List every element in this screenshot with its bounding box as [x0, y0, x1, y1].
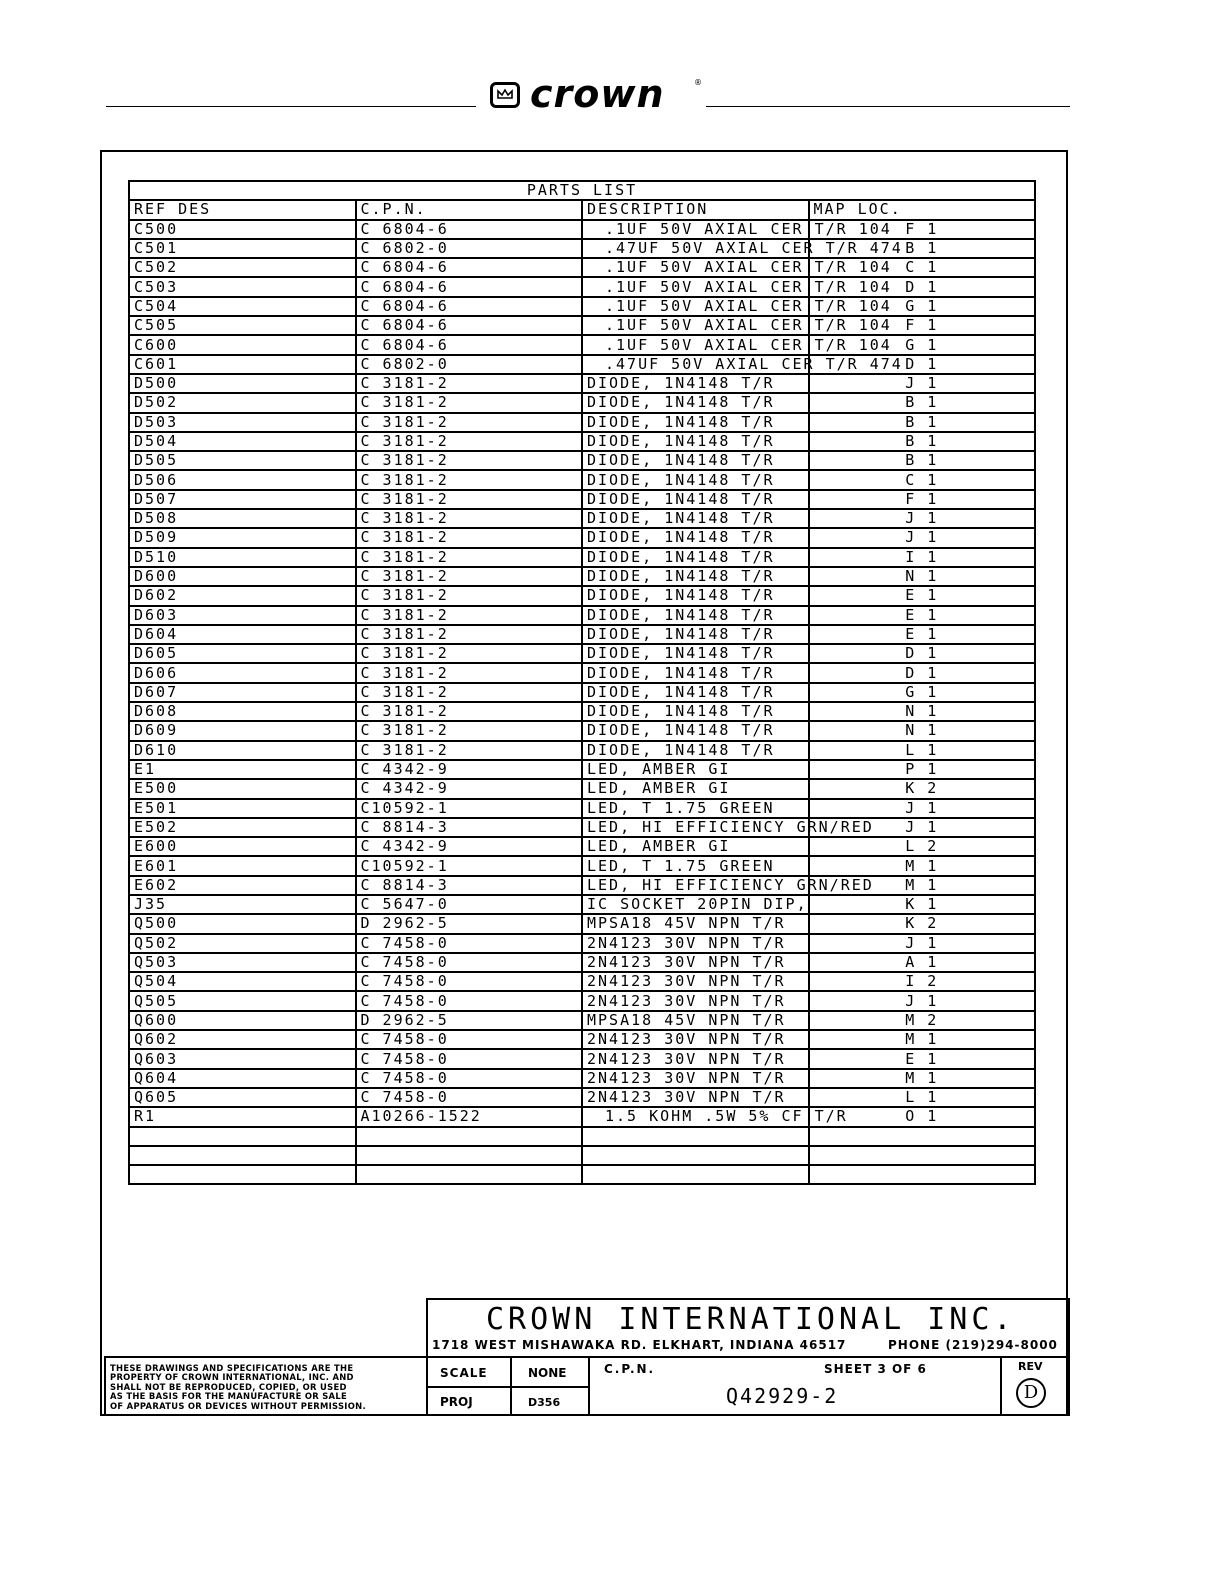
- crown-logo: [490, 72, 702, 116]
- map-loc-cell: G 1: [809, 683, 1036, 702]
- table-row: [129, 760, 1035, 779]
- map-loc-cell: I 1: [809, 548, 1036, 567]
- cpn-cell: C 3181-2: [356, 683, 583, 702]
- cpn-cell: C 6802-0: [356, 239, 583, 258]
- description-cell: 2N4123 30V NPN T/R: [582, 953, 809, 972]
- map-loc-cell: E 1: [809, 625, 1036, 644]
- table-row: [129, 644, 1035, 663]
- rev-cell: [1000, 1356, 1070, 1416]
- proj-value-cell: [510, 1386, 590, 1416]
- notice-line: THESE DRAWINGS AND SPECIFICATIONS ARE THE: [110, 1363, 354, 1373]
- ref-des-cell: Q605: [129, 1088, 356, 1107]
- proj-value: D356: [528, 1396, 561, 1409]
- cpn-cell: C10592-1: [356, 856, 583, 875]
- map-loc-cell: B 1: [809, 239, 1036, 258]
- ref-des-cell: D504: [129, 432, 356, 451]
- table-row: [129, 895, 1035, 914]
- header-rule-right: [706, 106, 1070, 107]
- description-cell: .47UF 50V AXIAL CER T/R 474: [582, 355, 809, 374]
- ref-des-cell: C601: [129, 355, 356, 374]
- cpn-cell: C 6804-6: [356, 316, 583, 335]
- table-row: [129, 1107, 1035, 1126]
- map-loc-cell: F 1: [809, 220, 1036, 239]
- map-loc-cell: C 1: [809, 258, 1036, 277]
- ref-des-cell: D609: [129, 721, 356, 740]
- parts-list-body: [129, 220, 1035, 1185]
- map-loc-cell: M 1: [809, 876, 1036, 895]
- cpn-cell: D 2962-5: [356, 1011, 583, 1030]
- table-row: [129, 1069, 1035, 1088]
- ref-des-cell: D508: [129, 509, 356, 528]
- ref-des-cell: D503: [129, 413, 356, 432]
- parts-list-title: PARTS LIST: [129, 181, 1035, 200]
- company-block: [426, 1298, 1070, 1358]
- table-row: [129, 239, 1035, 258]
- brand-name: crown: [530, 72, 665, 116]
- map-loc-cell: K 2: [809, 914, 1036, 933]
- description-cell: 2N4123 30V NPN T/R: [582, 1069, 809, 1088]
- cpn-cell: C 3181-2: [356, 721, 583, 740]
- table-row: [129, 528, 1035, 547]
- description-cell: LED, AMBER GI: [582, 837, 809, 856]
- col-header-description: DESCRIPTION: [582, 200, 809, 219]
- description-cell: DIODE, 1N4148 T/R: [582, 374, 809, 393]
- table-row: [129, 779, 1035, 798]
- map-loc-cell: C 1: [809, 470, 1036, 489]
- ref-des-cell: D500: [129, 374, 356, 393]
- description-cell: 2N4123 30V NPN T/R: [582, 991, 809, 1010]
- cpn-cell: C 3181-2: [356, 374, 583, 393]
- description-cell: LED, T 1.75 GREEN: [582, 799, 809, 818]
- ref-des-cell: E500: [129, 779, 356, 798]
- cpn-cell: C 3181-2: [356, 567, 583, 586]
- ref-des-cell: D507: [129, 490, 356, 509]
- empty-cell: [582, 1146, 809, 1165]
- cpn-cell: C 3181-2: [356, 606, 583, 625]
- cpn-cell: C 3181-2: [356, 625, 583, 644]
- description-cell: DIODE, 1N4148 T/R: [582, 586, 809, 605]
- table-row: [129, 683, 1035, 702]
- map-loc-cell: J 1: [809, 991, 1036, 1010]
- cpn-cell: C 7458-0: [356, 972, 583, 991]
- table-row: [129, 1088, 1035, 1107]
- rev-circle: [1016, 1378, 1046, 1408]
- ref-des-cell: D505: [129, 451, 356, 470]
- drawing-number: Q42929-2: [726, 1384, 839, 1408]
- ref-des-cell: C503: [129, 277, 356, 296]
- map-loc-cell: D 1: [809, 663, 1036, 682]
- map-loc-cell: M 1: [809, 1030, 1036, 1049]
- map-loc-cell: P 1: [809, 760, 1036, 779]
- ref-des-cell: E601: [129, 856, 356, 875]
- description-cell: 2N4123 30V NPN T/R: [582, 1030, 809, 1049]
- empty-cell: [809, 1127, 1036, 1146]
- table-row: [129, 432, 1035, 451]
- ref-des-cell: D607: [129, 683, 356, 702]
- ref-des-cell: R1: [129, 1107, 356, 1126]
- ref-des-cell: D509: [129, 528, 356, 547]
- description-cell: DIODE, 1N4148 T/R: [582, 625, 809, 644]
- description-cell: DIODE, 1N4148 T/R: [582, 509, 809, 528]
- cpn-cell: C 7458-0: [356, 1088, 583, 1107]
- map-loc-cell: D 1: [809, 644, 1036, 663]
- ref-des-cell: C505: [129, 316, 356, 335]
- registered-mark: ®: [694, 78, 702, 87]
- map-loc-cell: N 1: [809, 567, 1036, 586]
- ref-des-cell: Q504: [129, 972, 356, 991]
- cpn-cell: [588, 1356, 1002, 1416]
- table-row: [129, 818, 1035, 837]
- description-cell: DIODE, 1N4148 T/R: [582, 721, 809, 740]
- table-row: [129, 953, 1035, 972]
- description-cell: DIODE, 1N4148 T/R: [582, 470, 809, 489]
- scale-label-cell: [426, 1356, 512, 1388]
- cpn-cell: C 6804-6: [356, 297, 583, 316]
- table-row: [129, 586, 1035, 605]
- description-cell: .1UF 50V AXIAL CER T/R 104: [582, 277, 809, 296]
- description-cell: 1.5 KOHM .5W 5% CF T/R: [582, 1107, 809, 1126]
- notice-line: AS THE BASIS FOR THE MANUFACTURE OR SALE: [110, 1391, 347, 1402]
- description-cell: IC SOCKET 20PIN DIP,: [582, 895, 809, 914]
- map-loc-cell: D 1: [809, 355, 1036, 374]
- table-row: [129, 663, 1035, 682]
- empty-cell: [129, 1165, 356, 1184]
- map-loc-cell: G 1: [809, 335, 1036, 354]
- scale-label: SCALE: [440, 1366, 488, 1380]
- ref-des-cell: E602: [129, 876, 356, 895]
- description-cell: DIODE, 1N4148 T/R: [582, 490, 809, 509]
- cpn-cell: C 6804-6: [356, 335, 583, 354]
- ref-des-cell: D510: [129, 548, 356, 567]
- header-rule-left: [106, 106, 476, 107]
- proj-label: PROJ: [440, 1395, 473, 1409]
- cpn-cell: C 8814-3: [356, 876, 583, 895]
- description-cell: DIODE, 1N4148 T/R: [582, 528, 809, 547]
- table-row: [129, 856, 1035, 875]
- cpn-cell: C 3181-2: [356, 393, 583, 412]
- ref-des-cell: D603: [129, 606, 356, 625]
- table-row: [129, 837, 1035, 856]
- map-loc-cell: L 2: [809, 837, 1036, 856]
- table-row: [129, 1011, 1035, 1030]
- table-row: [129, 606, 1035, 625]
- description-cell: .1UF 50V AXIAL CER T/R 104: [582, 258, 809, 277]
- empty-cell: [356, 1165, 583, 1184]
- ref-des-cell: E600: [129, 837, 356, 856]
- cpn-cell: C 3181-2: [356, 490, 583, 509]
- description-cell: LED, HI EFFICIENCY GRN/RED: [582, 876, 809, 895]
- description-cell: 2N4123 30V NPN T/R: [582, 1088, 809, 1107]
- table-row: [129, 297, 1035, 316]
- table-row: [129, 991, 1035, 1010]
- ref-des-cell: C501: [129, 239, 356, 258]
- cpn-cell: C 6804-6: [356, 220, 583, 239]
- notice-line: SHALL NOT BE REPRODUCED, COPIED, OR USED: [110, 1381, 347, 1392]
- ref-des-cell: C500: [129, 220, 356, 239]
- ref-des-cell: D506: [129, 470, 356, 489]
- col-header-cpn: C.P.N.: [356, 200, 583, 219]
- cpn-cell: D 2962-5: [356, 914, 583, 933]
- empty-cell: [129, 1127, 356, 1146]
- map-loc-cell: N 1: [809, 721, 1036, 740]
- cpn-cell: C 3181-2: [356, 528, 583, 547]
- map-loc-cell: J 1: [809, 818, 1036, 837]
- description-cell: .1UF 50V AXIAL CER T/R 104: [582, 335, 809, 354]
- map-loc-cell: F 1: [809, 490, 1036, 509]
- cpn-cell: C 3181-2: [356, 586, 583, 605]
- notice-line: OF APPARATUS OR DEVICES WITHOUT PERMISSION.: [110, 1400, 366, 1411]
- table-row: [129, 355, 1035, 374]
- cpn-label: C.P.N.: [604, 1362, 656, 1376]
- ref-des-cell: C504: [129, 297, 356, 316]
- cpn-cell: C 6802-0: [356, 355, 583, 374]
- rev-label: REV: [1018, 1360, 1043, 1373]
- map-loc-cell: L 1: [809, 741, 1036, 760]
- map-loc-cell: O 1: [809, 1107, 1036, 1126]
- cpn-cell: C 3181-2: [356, 432, 583, 451]
- table-row: [129, 741, 1035, 760]
- description-cell: .47UF 50V AXIAL CER T/R 474: [582, 239, 809, 258]
- description-cell: MPSA18 45V NPN T/R: [582, 1011, 809, 1030]
- table-row: [129, 721, 1035, 740]
- parts-list-table: [128, 180, 1036, 1185]
- ref-des-cell: D606: [129, 663, 356, 682]
- table-row: [129, 876, 1035, 895]
- empty-cell: [582, 1165, 809, 1184]
- table-row: [129, 625, 1035, 644]
- table-row: [129, 1049, 1035, 1068]
- description-cell: LED, AMBER GI: [582, 760, 809, 779]
- map-loc-cell: L 1: [809, 1088, 1036, 1107]
- cpn-cell: C10592-1: [356, 799, 583, 818]
- cpn-cell: C 7458-0: [356, 934, 583, 953]
- map-loc-cell: M 2: [809, 1011, 1036, 1030]
- map-loc-cell: D 1: [809, 277, 1036, 296]
- description-cell: .1UF 50V AXIAL CER T/R 104: [582, 316, 809, 335]
- map-loc-cell: B 1: [809, 451, 1036, 470]
- map-loc-cell: E 1: [809, 606, 1036, 625]
- empty-row: [129, 1146, 1035, 1165]
- ref-des-cell: E1: [129, 760, 356, 779]
- description-cell: DIODE, 1N4148 T/R: [582, 702, 809, 721]
- table-row: [129, 934, 1035, 953]
- description-cell: 2N4123 30V NPN T/R: [582, 972, 809, 991]
- empty-cell: [356, 1146, 583, 1165]
- cpn-cell: C 7458-0: [356, 1049, 583, 1068]
- empty-row: [129, 1165, 1035, 1184]
- ref-des-cell: Q503: [129, 953, 356, 972]
- description-cell: DIODE, 1N4148 T/R: [582, 393, 809, 412]
- ref-des-cell: Q500: [129, 914, 356, 933]
- ref-des-cell: C600: [129, 335, 356, 354]
- table-row: [129, 799, 1035, 818]
- description-cell: LED, HI EFFICIENCY GRN/RED: [582, 818, 809, 837]
- ref-des-cell: D605: [129, 644, 356, 663]
- table-row: [129, 277, 1035, 296]
- map-loc-cell: N 1: [809, 702, 1036, 721]
- description-cell: LED, AMBER GI: [582, 779, 809, 798]
- cpn-cell: C 4342-9: [356, 779, 583, 798]
- table-row: [129, 393, 1035, 412]
- ref-des-cell: E501: [129, 799, 356, 818]
- scale-value: NONE: [528, 1366, 567, 1380]
- map-loc-cell: K 1: [809, 895, 1036, 914]
- map-loc-cell: J 1: [809, 528, 1036, 547]
- description-cell: DIODE, 1N4148 T/R: [582, 644, 809, 663]
- notice-line: PROPERTY OF CROWN INTERNATIONAL, INC. AND: [110, 1372, 354, 1383]
- map-loc-cell: J 1: [809, 374, 1036, 393]
- description-cell: DIODE, 1N4148 T/R: [582, 413, 809, 432]
- cpn-cell: C 4342-9: [356, 837, 583, 856]
- cpn-cell: C 7458-0: [356, 991, 583, 1010]
- cpn-cell: C 3181-2: [356, 548, 583, 567]
- scale-value-cell: [510, 1356, 590, 1388]
- cpn-cell: C 3181-2: [356, 509, 583, 528]
- table-row: [129, 702, 1035, 721]
- map-loc-cell: B 1: [809, 432, 1036, 451]
- company-address: 1718 WEST MISHAWAKA RD. ELKHART, INDIANA 46517: [432, 1338, 847, 1352]
- cpn-cell: C 8814-3: [356, 818, 583, 837]
- empty-cell: [809, 1146, 1036, 1165]
- table-row: [129, 220, 1035, 239]
- ref-des-cell: J35: [129, 895, 356, 914]
- cpn-cell: C 3181-2: [356, 413, 583, 432]
- table-row: [129, 316, 1035, 335]
- cpn-cell: C 3181-2: [356, 741, 583, 760]
- ref-des-cell: D604: [129, 625, 356, 644]
- description-cell: MPSA18 45V NPN T/R: [582, 914, 809, 933]
- cpn-cell: C 3181-2: [356, 644, 583, 663]
- map-loc-cell: K 2: [809, 779, 1036, 798]
- table-row: [129, 567, 1035, 586]
- ref-des-cell: D502: [129, 393, 356, 412]
- map-loc-cell: B 1: [809, 393, 1036, 412]
- description-cell: DIODE, 1N4148 T/R: [582, 663, 809, 682]
- ref-des-cell: Q502: [129, 934, 356, 953]
- property-notice: [110, 1364, 366, 1411]
- table-row: [129, 470, 1035, 489]
- ref-des-cell: D602: [129, 586, 356, 605]
- cpn-cell: C 7458-0: [356, 1030, 583, 1049]
- cpn-cell: A10266-1522: [356, 1107, 583, 1126]
- table-row: [129, 374, 1035, 393]
- map-loc-cell: G 1: [809, 297, 1036, 316]
- description-cell: 2N4123 30V NPN T/R: [582, 934, 809, 953]
- table-row: [129, 509, 1035, 528]
- ref-des-cell: C502: [129, 258, 356, 277]
- description-cell: DIODE, 1N4148 T/R: [582, 432, 809, 451]
- cpn-cell: C 3181-2: [356, 470, 583, 489]
- description-cell: DIODE, 1N4148 T/R: [582, 548, 809, 567]
- notice-block: [104, 1356, 428, 1416]
- empty-cell: [809, 1165, 1036, 1184]
- table-row: [129, 548, 1035, 567]
- map-loc-cell: J 1: [809, 509, 1036, 528]
- description-cell: DIODE, 1N4148 T/R: [582, 451, 809, 470]
- cpn-cell: C 6804-6: [356, 277, 583, 296]
- cpn-cell: C 3181-2: [356, 451, 583, 470]
- map-loc-cell: B 1: [809, 413, 1036, 432]
- cpn-cell: C 7458-0: [356, 953, 583, 972]
- crown-emblem-icon: [490, 82, 520, 108]
- map-loc-cell: A 1: [809, 953, 1036, 972]
- ref-des-cell: D610: [129, 741, 356, 760]
- description-cell: .1UF 50V AXIAL CER T/R 104: [582, 297, 809, 316]
- empty-cell: [356, 1127, 583, 1146]
- table-row: [129, 490, 1035, 509]
- map-loc-cell: M 1: [809, 856, 1036, 875]
- table-row: [129, 972, 1035, 991]
- map-loc-cell: E 1: [809, 586, 1036, 605]
- description-cell: DIODE, 1N4148 T/R: [582, 683, 809, 702]
- table-row: [129, 451, 1035, 470]
- description-cell: 2N4123 30V NPN T/R: [582, 1049, 809, 1068]
- sheet-number: SHEET 3 OF 6: [824, 1362, 927, 1376]
- description-cell: DIODE, 1N4148 T/R: [582, 741, 809, 760]
- description-cell: LED, T 1.75 GREEN: [582, 856, 809, 875]
- company-phone: PHONE (219)294-8000: [888, 1338, 1058, 1352]
- description-cell: DIODE, 1N4148 T/R: [582, 606, 809, 625]
- table-row: [129, 1030, 1035, 1049]
- col-header-ref-des: REF DES: [129, 200, 356, 219]
- rev-value: D: [1023, 1382, 1039, 1403]
- table-row: [129, 413, 1035, 432]
- ref-des-cell: D600: [129, 567, 356, 586]
- cpn-cell: C 6804-6: [356, 258, 583, 277]
- table-row: [129, 914, 1035, 933]
- company-name: CROWN INTERNATIONAL INC.: [486, 1302, 1016, 1337]
- table-row: [129, 335, 1035, 354]
- empty-cell: [582, 1127, 809, 1146]
- ref-des-cell: Q602: [129, 1030, 356, 1049]
- ref-des-cell: Q505: [129, 991, 356, 1010]
- description-cell: .1UF 50V AXIAL CER T/R 104: [582, 220, 809, 239]
- proj-label-cell: [426, 1386, 512, 1416]
- description-cell: DIODE, 1N4148 T/R: [582, 567, 809, 586]
- map-loc-cell: E 1: [809, 1049, 1036, 1068]
- map-loc-cell: I 2: [809, 972, 1036, 991]
- ref-des-cell: D608: [129, 702, 356, 721]
- ref-des-cell: Q604: [129, 1069, 356, 1088]
- ref-des-cell: E502: [129, 818, 356, 837]
- empty-cell: [129, 1146, 356, 1165]
- cpn-cell: C 4342-9: [356, 760, 583, 779]
- cpn-cell: C 7458-0: [356, 1069, 583, 1088]
- cpn-cell: C 5647-0: [356, 895, 583, 914]
- map-loc-cell: M 1: [809, 1069, 1036, 1088]
- map-loc-cell: J 1: [809, 799, 1036, 818]
- ref-des-cell: Q603: [129, 1049, 356, 1068]
- col-header-map-loc: MAP LOC.: [809, 200, 1036, 219]
- map-loc-cell: F 1: [809, 316, 1036, 335]
- map-loc-cell: J 1: [809, 934, 1036, 953]
- cpn-cell: C 3181-2: [356, 702, 583, 721]
- table-row: [129, 258, 1035, 277]
- ref-des-cell: Q600: [129, 1011, 356, 1030]
- cpn-cell: C 3181-2: [356, 663, 583, 682]
- empty-row: [129, 1127, 1035, 1146]
